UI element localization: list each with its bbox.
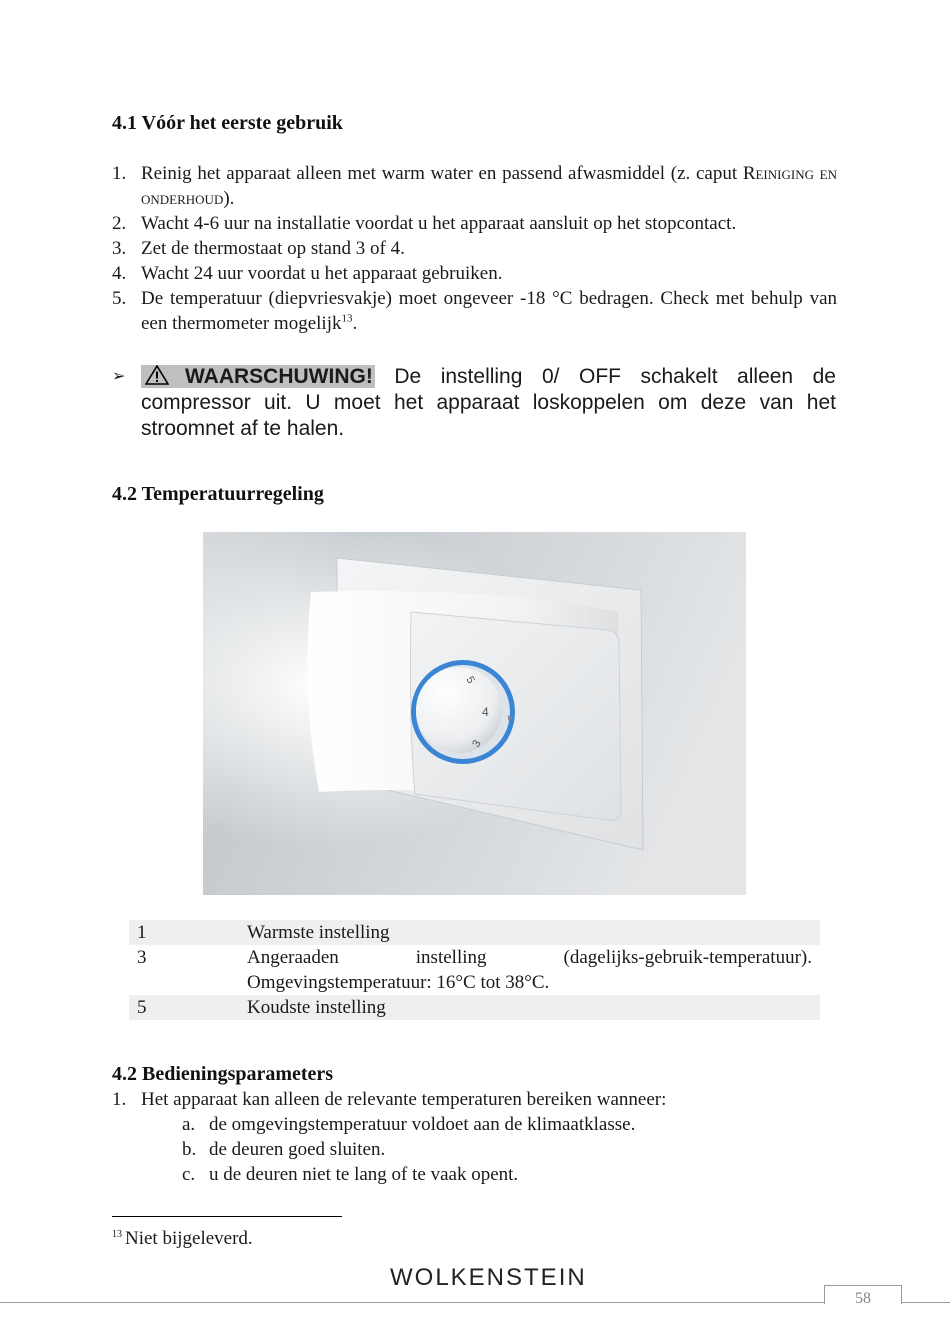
list-item: a. de omgevingstemperatuur voldoet aan de klimaatklasse. (182, 1114, 636, 1135)
list-item: c. u de deuren niet te lang of te vaak opent. (182, 1164, 519, 1185)
warning-triangle-icon (145, 365, 169, 385)
table-row (129, 995, 820, 1020)
operating-conditions (182, 1112, 822, 1187)
settings-table (129, 920, 820, 1020)
table-row (129, 920, 820, 945)
setting-number: 1 (129, 920, 247, 945)
svg-text:5: 5 (463, 674, 477, 686)
footnote-marker: 13 (341, 312, 353, 325)
warning-label: WAARSCHUWING! (141, 365, 375, 388)
list-item: 1. Het apparaat kan alleen de relevante temperaturen bereiken wanneer: (112, 1089, 667, 1110)
setting-number: 5 (129, 995, 247, 1020)
warning-text: De instelling 0/ OFF schakelt alleen de compressor uit. U moet het apparaat loskoppelen om deze van het stroomnet af te halen. (141, 365, 836, 440)
chapter-reference: Reiniging en onderhoud (141, 163, 838, 209)
list-item: 3. Zet de thermostaat op stand 3 of 4. (112, 238, 405, 259)
brand-logo: WOLKENSTEIN (390, 1264, 587, 1291)
list-item: b. de deuren goed sluiten. (182, 1139, 386, 1160)
operating-intro (112, 1087, 837, 1112)
list-item: 2. Wacht 4-6 uur na installatie voordat u het apparaat aansluit op het stopcontact. (112, 213, 737, 234)
footnote-mark: 13 (112, 1228, 122, 1240)
setting-number: 3 (137, 947, 147, 968)
svg-text:4: 4 (482, 705, 489, 719)
list-item: 1. Reinig het apparaat alleen met warm water en passend afwasmiddel (z. caput Reiniging en onderhoud). (112, 163, 838, 209)
first-use-steps (112, 161, 837, 336)
table-row (129, 945, 820, 995)
list-item: 5. De temperatuur (diepvriesvakje) moet ongeveer -18 °C bedragen. Check met behulp van een thermometer mogelijk$^{13}$. (112, 288, 837, 334)
section-heading-first-use: 4.1 Vóór het eerste gebruik (112, 112, 343, 134)
page-number: 58 (824, 1285, 902, 1304)
section-heading-operating-parameters: 4.2 Bedieningsparameters (112, 1063, 334, 1085)
section-heading-temperature: 4.2 Temperatuurregeling (112, 483, 324, 505)
warning-notice (112, 364, 836, 442)
footnote-divider (112, 1216, 342, 1217)
setting-description: Koudste instelling (247, 995, 820, 1020)
footnote: $^{13}$ Niet bijgeleverd. (112, 1228, 253, 1249)
setting-description: Warmste instelling (247, 920, 820, 945)
thermostat-photo (203, 532, 746, 895)
arrow-bullet-icon: ➢ (112, 368, 126, 385)
footer-divider (0, 1302, 950, 1303)
list-item: 4. Wacht 24 uur voordat u het apparaat gebruiken. (112, 263, 503, 284)
setting-description: Angeraaden instelling (dagelijks-gebruik-temperatuur). Omgevingstemperatuur: 16°C tot 38°C. (247, 947, 812, 993)
svg-text:3: 3 (470, 738, 484, 750)
